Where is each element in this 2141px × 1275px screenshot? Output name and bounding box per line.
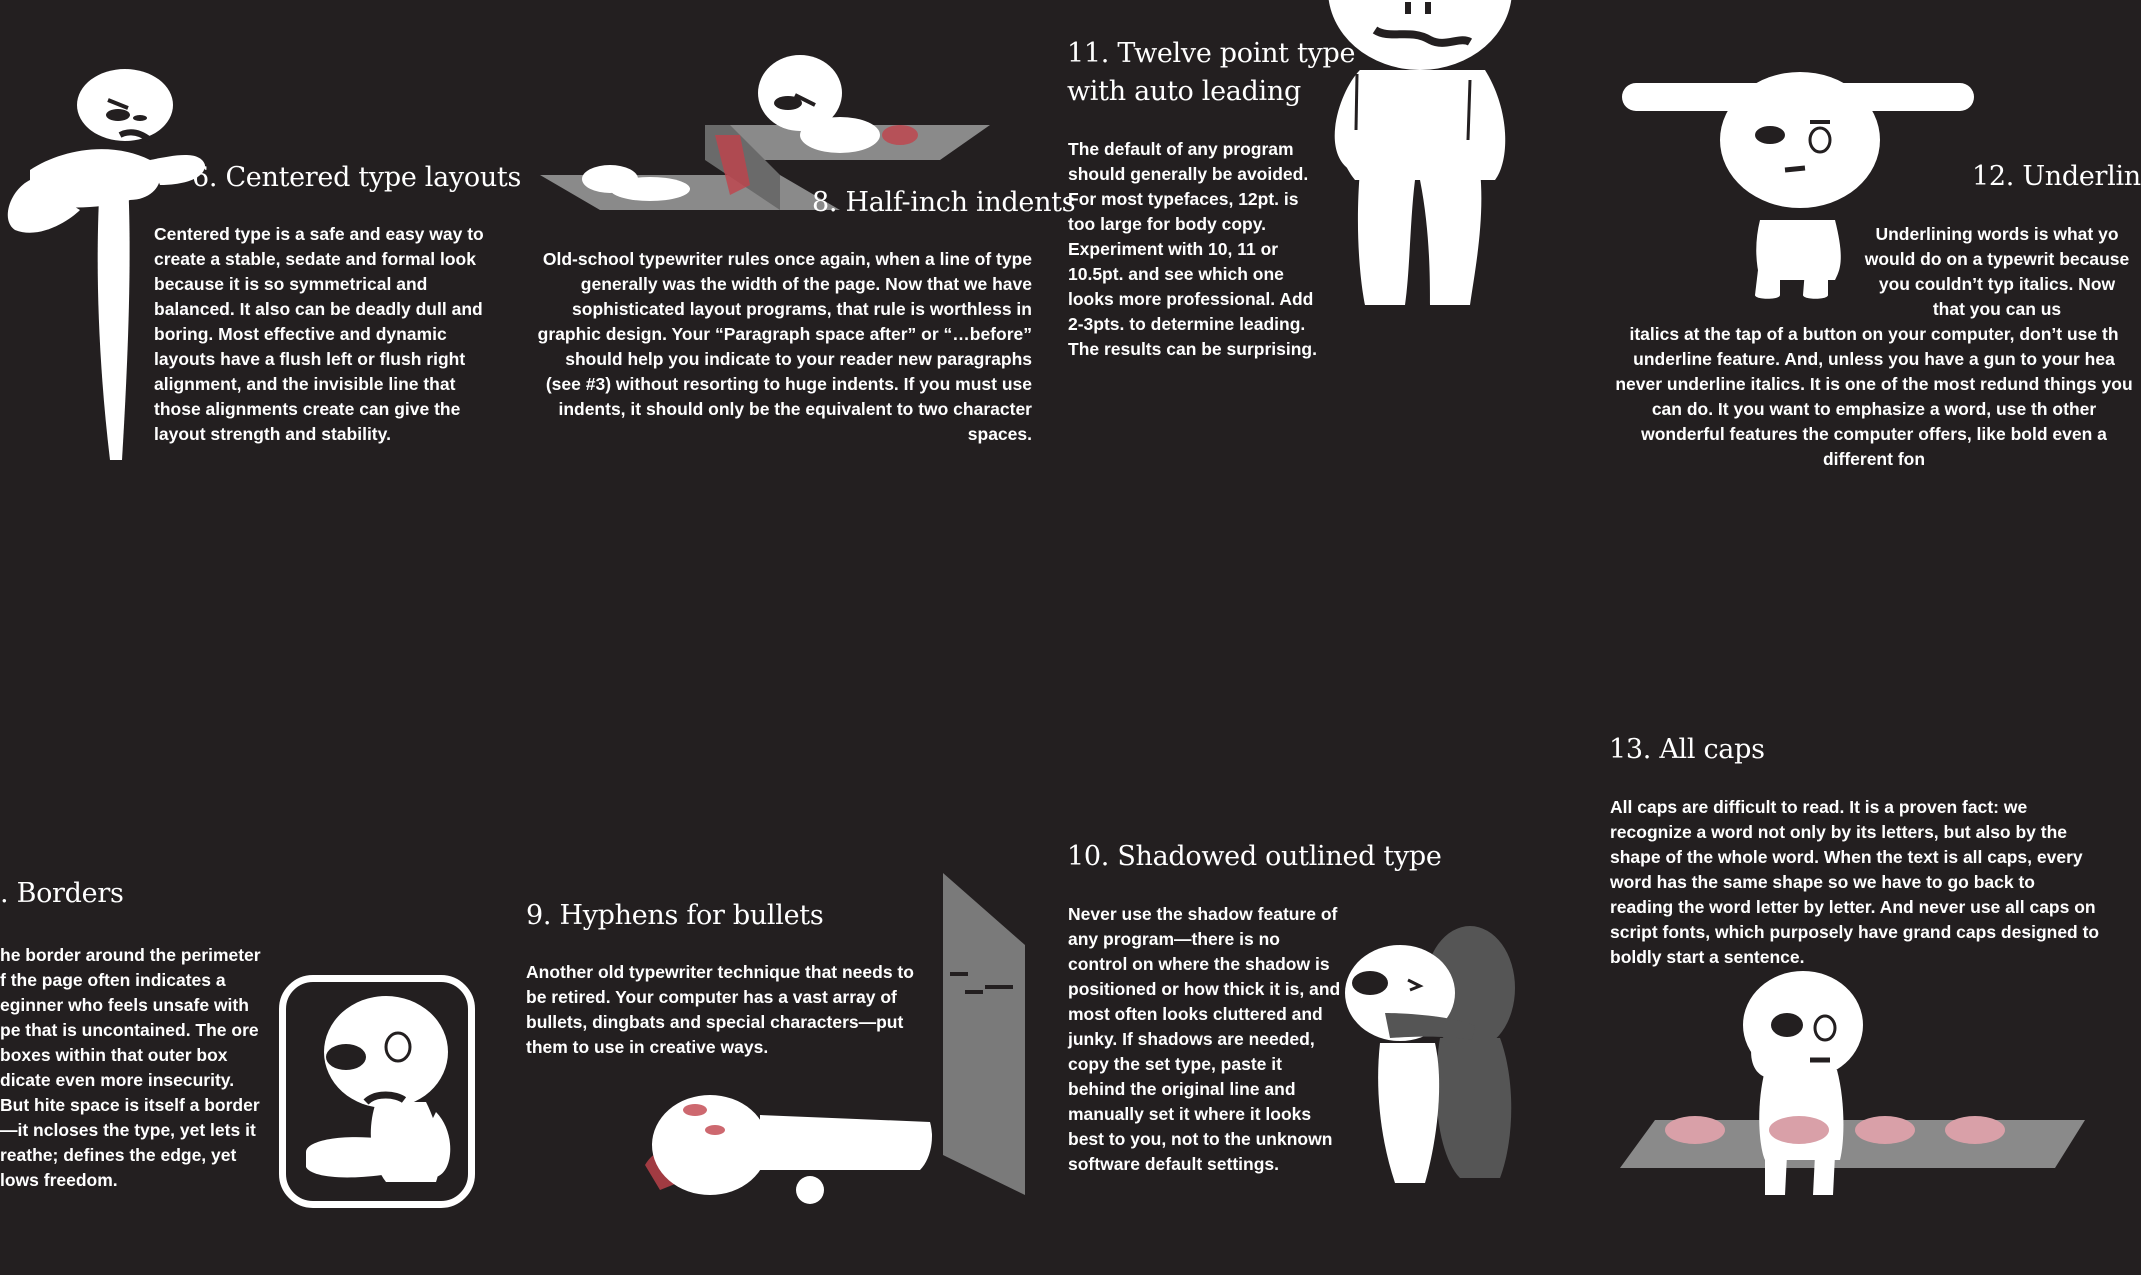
section-body: he border around the perimeter f the page often indicates a eginner who feels unsafe with pe that is uncontained. The ore boxes within that outer box dicate even more insecurity. But hite space is itself a border—it ncloses the type, yet lets it reathe; defines the edge, yet lows freedom. bbox=[0, 945, 261, 1190]
section-body-top: Underlining words is what yo would do on a typewrit because you couldn’t typ italics. Now that you can us bbox=[1864, 224, 2130, 319]
section-title: 9. Hyphens for bullets bbox=[526, 900, 824, 931]
section-title-line2: with auto leading bbox=[1067, 76, 1301, 107]
section-body: The default of any program should generally be avoided. For most typefaces, 12pt. is too large for body copy. Experiment with 10, 11 or 10.5pt. and see which one looks more professional. Add 2-3pts. to determine leading. The results can be surprising. bbox=[1068, 139, 1317, 359]
figure-with-brains-illustration bbox=[1615, 970, 2095, 1205]
section-title: . Borders bbox=[0, 878, 124, 909]
figure-in-frame-illustration bbox=[279, 975, 475, 1208]
section-title: 13. All caps bbox=[1609, 734, 1765, 765]
section-title-line1: 11. Twelve point type bbox=[1067, 38, 1356, 69]
section-title: 8. Half-inch indents bbox=[812, 187, 1076, 218]
section-title: 10. Shadowed outlined type bbox=[1067, 841, 1442, 872]
section-title: 6. Centered type layouts bbox=[192, 162, 522, 193]
section-body: All caps are difficult to read. It is a proven fact: we recognize a word not only by its letters, but also by the shape of the whole word. When the text is all caps, every word has the same shape so we have to go back to reading the word letter by letter. And never use all caps on script fonts, which purposely have grand caps designed to boldly start a sentence. bbox=[1610, 797, 2100, 967]
section-body-bottom: italics at the tap of a button on your computer, don’t use th underline feature. And, unless you have a gun to your hea never underline italics. It is one of the most redund things you can do. It you want to emphasize a word, use th other wonderful features the computer offers, like bold even a different fon bbox=[1615, 324, 2133, 469]
section-body: Another old typewriter technique that needs to be retired. Your computer has a vast array of bullets, dingbats and special characters—put them to use in creative ways. bbox=[526, 962, 914, 1057]
figure-with-shadow-illustration bbox=[1340, 918, 1540, 1198]
figure-fallen-near-slab-illustration bbox=[640, 870, 1040, 1225]
section-title: 12. Underlin bbox=[1972, 161, 2141, 192]
section-body: Centered type is a safe and easy way to create a stable, sedate and formal look because it is so symmetrical and balanced. It also can be deadly dull and boring. Most effective and dynamic layouts have a flush left or flush right alignment, and the invisible line that those alignments create can give the layout strength and stability. bbox=[154, 224, 484, 444]
section-body: Never use the shadow feature of any program—there is no control on where the shadow is positioned or how thick it is, and most often looks cluttered and junky. If shadows are needed, copy the set type, paste it behind the original line and manually set it where it looks best to you, not to the unknown software default settings. bbox=[1068, 904, 1341, 1174]
large-figure-illustration bbox=[1320, 0, 1520, 320]
section-body: Old-school typewriter rules once again, when a line of type generally was the width of the page. Now that we have sophisticated layout programs, that rule is worthless in graphic design. Your “Paragraph space after” or “…before” should help you indicate to your reader new paragraphs (see #3) without resorting to huge indents. If you must use indents, it should only be the equivalent to two character spaces. bbox=[537, 249, 1032, 444]
